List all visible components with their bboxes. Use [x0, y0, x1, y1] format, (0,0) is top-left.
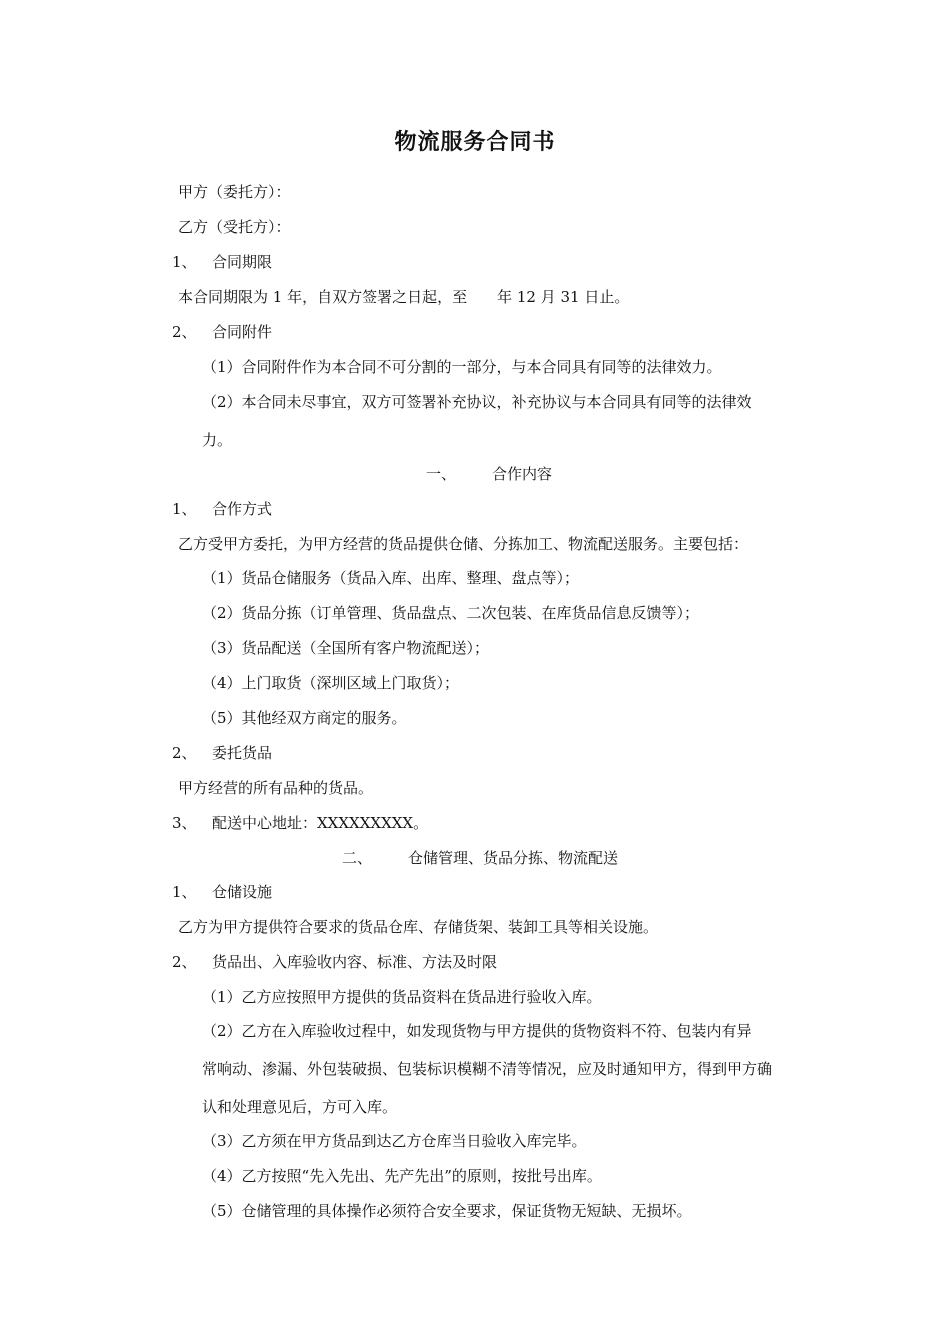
paragraph	[178, 286, 629, 308]
list-item: （1）乙方应按照甲方提供的货品资料在货品进行验收入库。	[202, 988, 602, 1006]
list-item: （2）货品分拣（订单管理、货品盘点、二次包装、在库货品信息反馈等）；	[202, 604, 700, 622]
party-b-line: 乙方（受托方）：	[178, 218, 291, 236]
party-a-line: 甲方（委托方）：	[178, 183, 291, 201]
section-number: 3、	[172, 814, 197, 832]
section-title: 仓储设施	[212, 883, 273, 901]
section-title: 合同期限	[212, 253, 273, 271]
list-item: （4）乙方按照“先入先出、先产先出”的原则，按批号出库。	[202, 1167, 602, 1185]
paragraph: 力。	[202, 431, 233, 449]
section-title: 货品出、入库验收内容、标准、方法及时限	[212, 953, 498, 971]
list-item: （4）上门取货（深圳区域上门取货）；	[202, 674, 460, 692]
section-title: 委托货品	[212, 744, 273, 762]
document-title: 物流服务合同书	[394, 129, 556, 155]
section-title: 合作方式	[212, 500, 273, 518]
section-heading	[172, 951, 497, 973]
paragraph-text: 年 12 月 31 日止。	[497, 288, 630, 306]
chapter-title: 仓储管理、货品分拣、物流配送	[408, 849, 619, 867]
list-item: （2）乙方在入库验收过程中，如发现货物与甲方提供的货物资料不符、包装内有异	[202, 1022, 752, 1040]
list-item: 认和处理意见后，方可入库。	[202, 1098, 398, 1116]
list-item: 常响动、渗漏、外包装破损、包装标识模糊不清等情况，应及时通知甲方，得到甲方确	[202, 1060, 773, 1078]
section-heading	[172, 498, 272, 520]
section-title: 合同附件	[212, 323, 273, 341]
section-heading	[172, 812, 428, 834]
section-heading	[172, 881, 272, 903]
chapter-number: 一、	[426, 465, 457, 483]
section-heading	[172, 251, 272, 273]
paragraph: （2）本合同未尽事宜，双方可签署补充协议，补充协议与本合同具有同等的法律效	[202, 393, 752, 411]
section-number: 2、	[172, 323, 197, 341]
list-item: （3）乙方须在甲方货品到达乙方仓库当日验收入库完毕。	[202, 1132, 587, 1150]
chapter-heading	[426, 463, 552, 485]
section-number: 1、	[172, 883, 197, 901]
section-number: 2、	[172, 953, 197, 971]
section-number: 2、	[172, 744, 197, 762]
list-item: （5）仓储管理的具体操作必须符合安全要求，保证货物无短缺、无损坏。	[202, 1202, 692, 1220]
paragraph: （1）合同附件作为本合同不可分割的一部分，与本合同具有同等的法律效力。	[202, 358, 722, 376]
section-heading	[172, 321, 272, 343]
paragraph-text: 本合同期限为 1 年，自双方签署之日起，至	[178, 288, 468, 306]
chapter-number: 二、	[342, 849, 373, 867]
section-title: 配送中心地址：XXXXXXXXX。	[212, 814, 429, 832]
list-item: （5）其他经双方商定的服务。	[202, 709, 407, 727]
chapter-heading	[342, 847, 618, 869]
paragraph: 乙方受甲方委托，为甲方经营的货品提供仓储、分拣加工、物流配送服务。主要包括：	[178, 535, 749, 553]
section-heading	[172, 742, 272, 764]
section-number: 1、	[172, 500, 197, 518]
section-number: 1、	[172, 253, 197, 271]
list-item: （1）货品仓储服务（货品入库、出库、整理、盘点等）；	[202, 569, 580, 587]
chapter-title: 合作内容	[492, 465, 553, 483]
list-item: （3）货品配送（全国所有客户物流配送）；	[202, 639, 490, 657]
paragraph: 甲方经营的所有品种的货品。	[178, 779, 374, 797]
paragraph: 乙方为甲方提供符合要求的货品仓库、存储货架、装卸工具等相关设施。	[178, 918, 659, 936]
